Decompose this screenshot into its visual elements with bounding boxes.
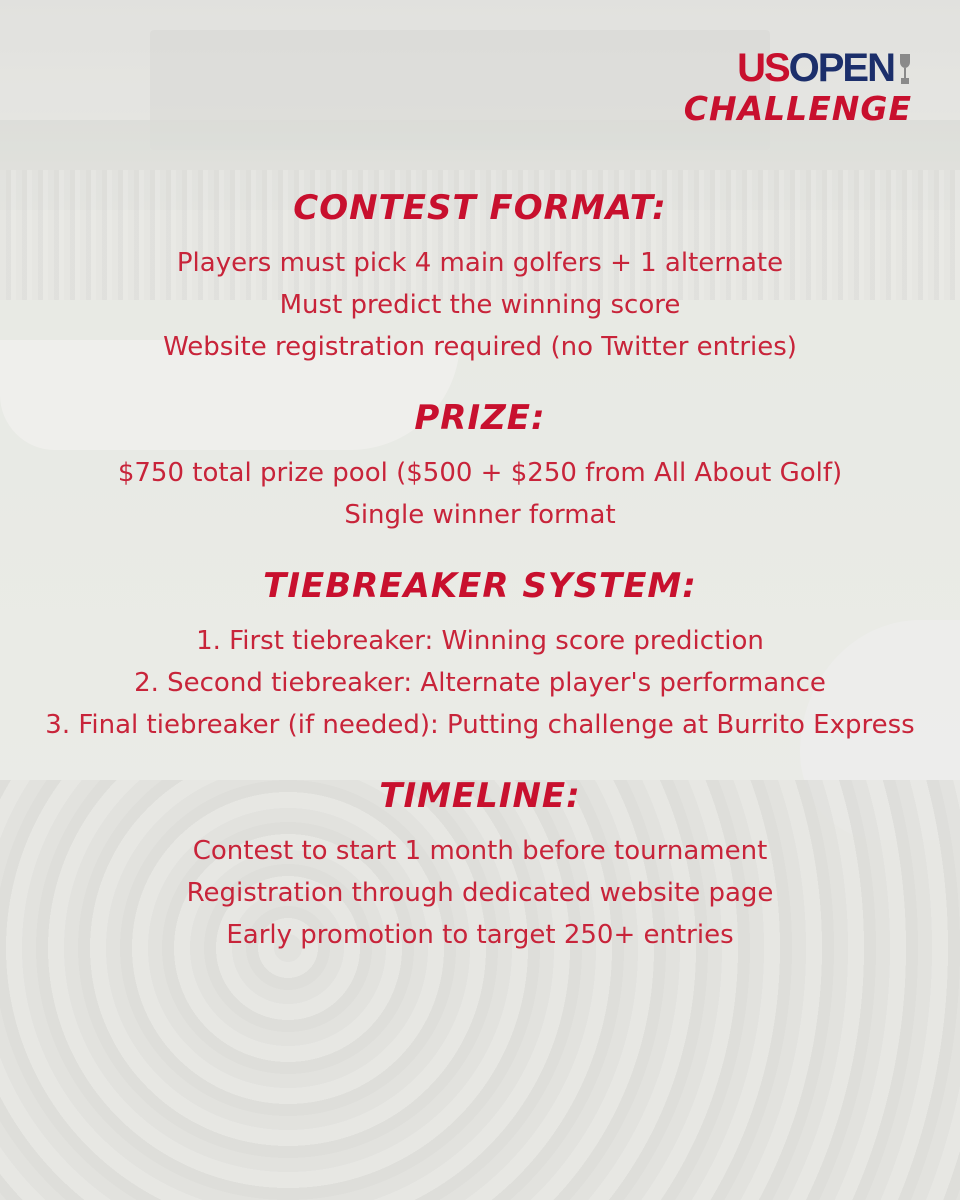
us-open-challenge-logo [683,46,912,128]
tiebreaker-line: 3. Final tiebreaker (if needed): Putting challenge at Burrito Express [45,710,915,740]
logo-us-text: US [737,46,789,90]
heading-tiebreaker: TIEBREAKER SYSTEM: [263,566,697,606]
section-tiebreaker [0,566,960,746]
contest-details [0,188,960,976]
heading-contest-format: CONTEST FORMAT: [293,188,667,228]
prize-line: Single winner format [344,500,616,530]
trophy-icon [898,52,912,86]
heading-timeline: TIMELINE: [379,776,581,816]
section-prize [0,398,960,536]
tiebreaker-line: 2. Second tiebreaker: Alternate player's performance [134,668,826,698]
timeline-line: Contest to start 1 month before tournament [192,836,768,866]
timeline-line: Registration through dedicated website page [186,878,774,908]
contest-format-line: Must predict the winning score [279,290,681,320]
section-contest-format [0,188,960,368]
timeline-line: Early promotion to target 250+ entries [226,920,734,950]
section-timeline [0,776,960,956]
heading-prize: PRIZE: [414,398,546,438]
tiebreaker-line: 1. First tiebreaker: Winning score prediction [196,626,764,656]
contest-format-line: Website registration required (no Twitter entries) [163,332,797,362]
logo-open-text: OPEN [788,46,894,90]
contest-format-line: Players must pick 4 main golfers + 1 alternate [176,248,784,278]
logo-challenge-text: CHALLENGE [683,89,912,128]
prize-line: $750 total prize pool ($500 + $250 from All About Golf) [117,458,843,488]
logo-wordmark [684,48,912,88]
